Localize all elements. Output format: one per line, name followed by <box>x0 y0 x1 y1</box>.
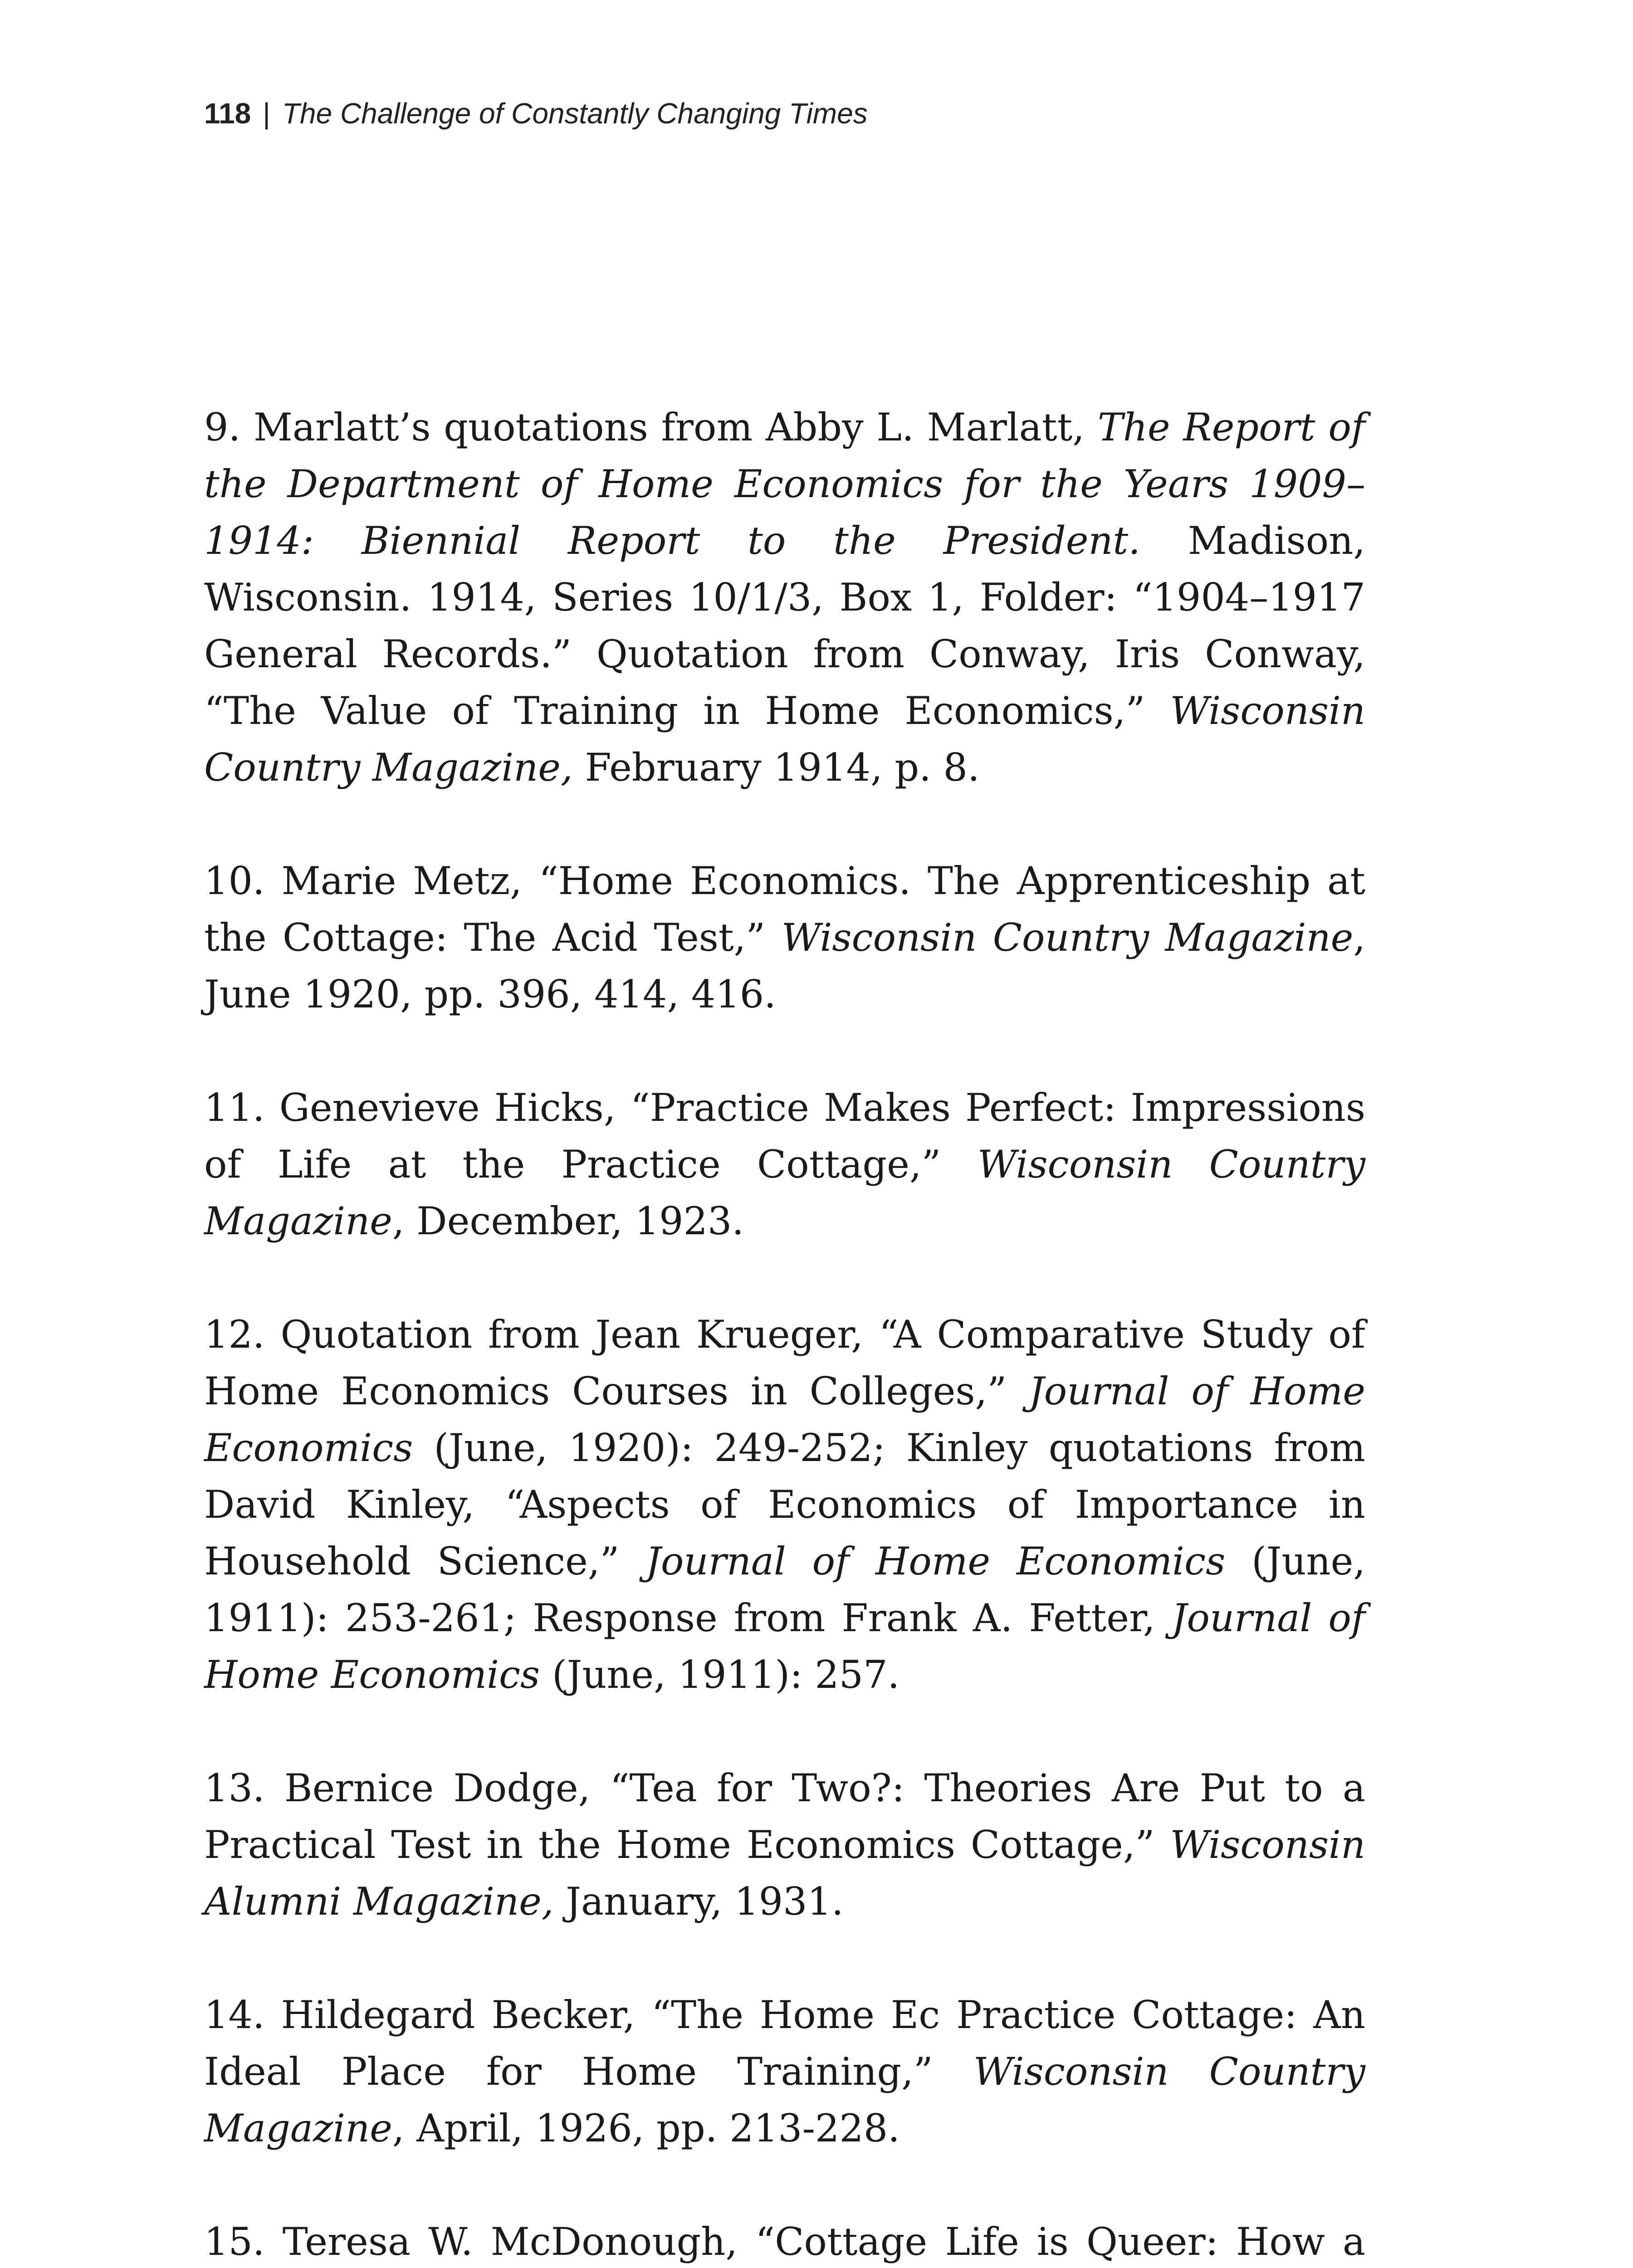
endnote-text: February 1914, p. 8. <box>572 745 980 790</box>
endnote-text: (June, 1920): 249-252; Kinley quotations from David Kinley, “Aspects of Economics of Importance in Household Science,” <box>204 1426 1365 1584</box>
endnote-text: Madison, Wisconsin. 1914, Series 10/1/3, Box 1, Folder: “1904–1917 General Records.” Quotation from Conway, Iris Conway, “The Value of Training in Home Economics,” <box>204 518 1365 733</box>
endnote-text: 14. Hildegard Becker, “The Home Ec Practice Cottage: An Ideal Place for Home Training,” <box>204 1993 1365 2094</box>
endnote-italic-title: Wisconsin Country Magazine <box>204 1142 1365 1243</box>
endnote-text: 12. Quotation from Jean Krueger, “A Comparative Study of Home Economics Courses in Colleges,” <box>204 1312 1365 1413</box>
endnotes-list <box>204 399 1365 2268</box>
endnote-italic-title: Wisconsin Alumni Magazine, <box>204 1823 1365 1924</box>
endnote-text: 10. Marie Metz, “Home Economics. The Apprenticeship at the Cottage: The Acid Test,” <box>204 859 1365 960</box>
page-number: 118 <box>204 97 251 130</box>
endnote-italic-title: Wisconsin Country Magazine <box>204 2049 1366 2151</box>
endnote-11 <box>204 1080 1365 1250</box>
endnote-14 <box>204 1987 1365 2157</box>
endnote-text: , April, 1926, pp. 213-228. <box>392 2106 900 2151</box>
running-head <box>204 95 868 132</box>
endnote-italic-title: Journal of Home Economics <box>204 1369 1365 1470</box>
endnote-13 <box>204 1760 1365 1930</box>
endnote-italic-title: Wisconsin Country Magazine <box>781 915 1354 960</box>
endnote-text: January, 1931. <box>553 1879 844 1924</box>
endnote-text: 13. Bernice Dodge, “Tea for Two?: Theories Are Put to a Practical Test in the Home Economics Cottage,” <box>204 1766 1365 1867</box>
endnote-text: , December, 1923. <box>392 1199 744 1243</box>
header-separator: | <box>263 97 270 130</box>
endnote-text: 11. Genevieve Hicks, “Practice Makes Perfect: Impressions of Life at the Practice Cottage,” <box>204 1085 1365 1187</box>
endnote-italic-title: Journal of Home Economics <box>645 1539 1226 1584</box>
endnote-italic-title: The Report of the Department of Home Economics for the Years 1909–1914: Biennial Report to the President. <box>204 405 1365 563</box>
endnote-10 <box>204 853 1365 1023</box>
endnote-text: (June, 1911): 257. <box>540 1652 900 1697</box>
endnote-text: 15. Teresa W. McDonough, “Cottage Life is Queer: How a <box>204 2219 1365 2264</box>
endnote-text: , June 1920, pp. 396, 414, 416. <box>204 915 1366 1017</box>
endnote-15 <box>204 2214 1365 2268</box>
endnote-text: (June, 1911): 253-261; Response from Frank A. Fetter, <box>204 1539 1365 1640</box>
endnote-9 <box>204 399 1365 796</box>
endnote-text: 9. Marlatt’s quotations from Abby L. Marlatt, <box>204 405 1098 450</box>
endnote-italic-title: Wisconsin Country Magazine, <box>204 689 1365 790</box>
book-title: The Challenge of Constantly Changing Times <box>282 97 868 130</box>
endnote-12 <box>204 1306 1365 1703</box>
endnote-italic-title: Journal of Home Economics <box>204 1596 1365 1697</box>
